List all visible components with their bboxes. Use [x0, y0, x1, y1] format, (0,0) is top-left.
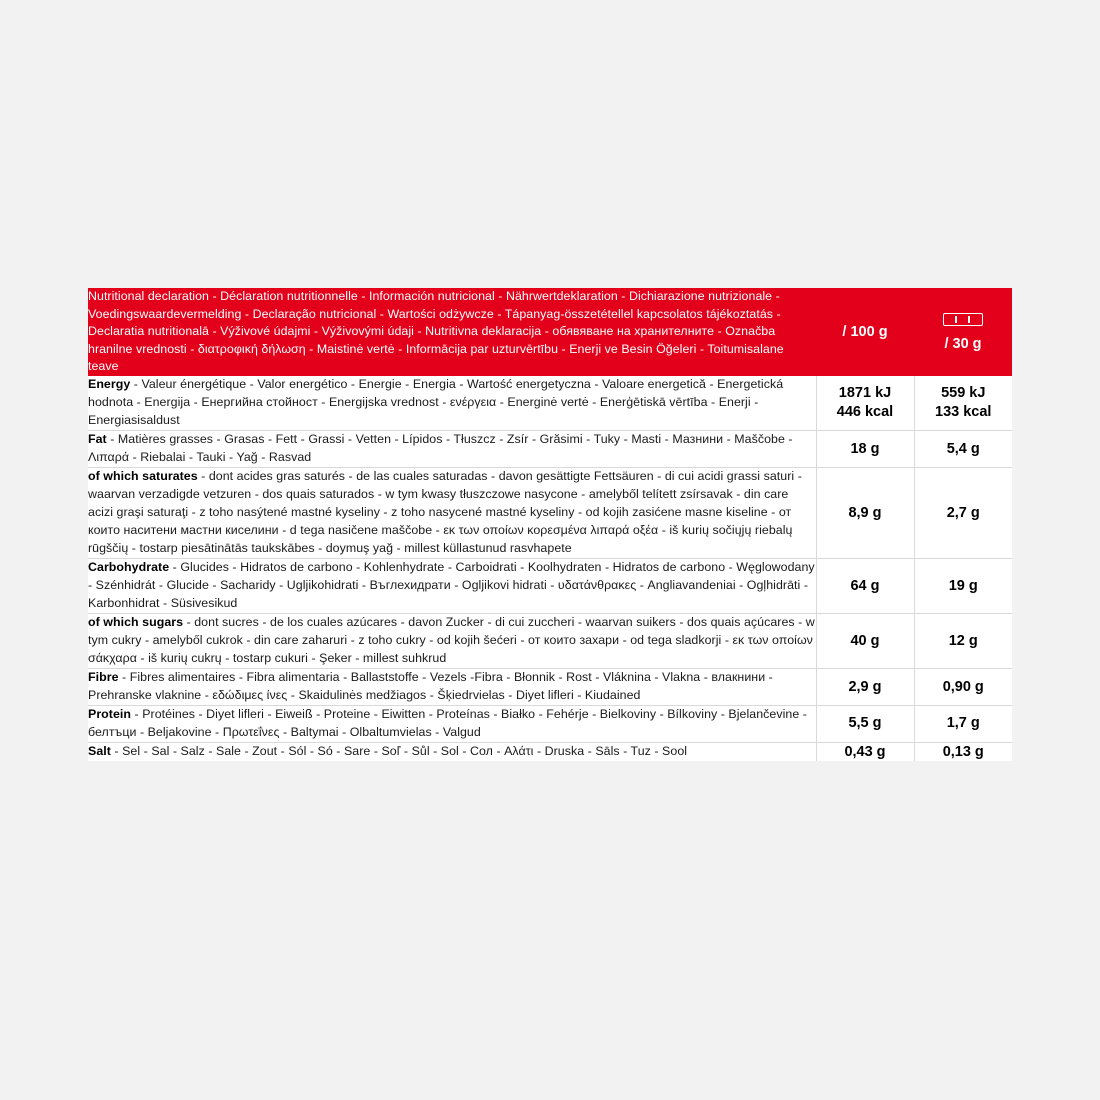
table-row-sugars	[88, 613, 1012, 668]
table-header-row	[88, 288, 1012, 376]
row-term-energy: Energy	[88, 377, 131, 392]
value-protein-100g: 5,5 g	[816, 705, 914, 742]
value-salt-30g: 0,13 g	[914, 742, 1012, 761]
value-energy-100g	[816, 376, 914, 430]
value-energy-30g	[914, 376, 1012, 430]
row-label-salt	[88, 742, 816, 761]
row-term-sugars: of which sugars	[88, 614, 184, 629]
value-energy-100g-kcal: 446 kcal	[836, 404, 894, 421]
nutrition-declaration-table	[88, 288, 1012, 761]
row-term-carbohydrate: Carbohydrate	[88, 559, 170, 574]
row-translations-carbohydrate: - Glucides - Hidratos de carbono - Kohlenhydrate - Carboidrati - Koolhydraten - Hidratos de carbono - Węglowodany - Szénhidrát - Glucide - Sacharidy - Ugljikohidrati - Въглехидрати - Ogljikovi hidrati - υδατάνθρακες - Angliavandeniai - Ogļhidrāti - Karbonhidrat - Süsivesikud	[88, 559, 815, 610]
row-term-protein: Protein	[88, 706, 132, 721]
value-saturates-30g: 2,7 g	[914, 467, 1012, 558]
protein-bar-icon	[943, 313, 983, 326]
value-fat-100g: 18 g	[816, 431, 914, 468]
table-row-carbohydrate	[88, 558, 1012, 613]
value-protein-30g: 1,7 g	[914, 705, 1012, 742]
value-salt-100g: 0,43 g	[816, 742, 914, 761]
row-translations-protein: - Protéines - Diyet lifleri - Eiweiß - Proteine - Eiwitten - Proteínas - Białko - Fehérje - Bielkoviny - Bílkoviny - Bjelančevine - белтъци - Beljakovine - Πρωτεΐνες - Baltymai - Olbaltumvielas - Valgud	[88, 706, 807, 739]
table-row-fibre	[88, 668, 1012, 705]
row-label-fibre	[88, 668, 816, 705]
value-carbohydrate-30g: 19 g	[914, 558, 1012, 613]
row-translations-fibre: - Fibres alimentaires - Fibra alimentaria - Ballaststoffe - Vezels -Fibra - Błonnik - Rost - Vláknina - Vlakna - влакнини - Prehranske vlaknine - εδώδιμες ίνες - Skaidulinės medžiagos - Šķiedrvielas - Diyet lifleri - Kiudained	[88, 669, 773, 702]
row-term-fibre: Fibre	[88, 669, 119, 684]
row-label-carbohydrate	[88, 558, 816, 613]
row-translations-energy: - Valeur énergétique - Valor energético - Energie - Energia - Wartość energetyczna - Valoare energetică - Energetická hodnota - Energija - Енергийна стойност - Energijska vrednost - ενέργεια - Energinė vertė - Enerģētiskā vērtība - Enerji - Energiasisaldust	[88, 377, 784, 428]
header-per-30g-label: / 30 g	[944, 335, 982, 352]
row-label-fat	[88, 431, 816, 468]
header-languages-text: Nutritional declaration - Déclaration nutritionnelle - Información nutricional - Nährwertdeklaration - Dichiarazione nutrizionale - Voedingswaardevermelding - Declaração nutricional - Wartości odżywcze - Tápanyag-összetétellel kapcsolatos tájékoztatás - Declaratia nutritionalā - Výživové údajmi - Výživovými údaji - Nutritivna deklaracija - обявяване на хранителните - Označba hranilne vrednosti - διατροφική δήλωση - Maistinė vertė - Informācija par uzturvērtību - Enerji ve Besin Öğeleri - Toitumisalane teave	[88, 288, 816, 376]
value-sugars-30g: 12 g	[914, 613, 1012, 668]
value-carbohydrate-100g: 64 g	[816, 558, 914, 613]
table-row-protein	[88, 705, 1012, 742]
table-row-salt	[88, 742, 1012, 761]
row-term-saturates: of which saturates	[88, 468, 198, 483]
row-label-sugars	[88, 613, 816, 668]
table-row-energy	[88, 376, 1012, 430]
table-row-saturates	[88, 467, 1012, 558]
header-per-100g: / 100 g	[816, 288, 914, 376]
header-per-30g-cell	[914, 288, 1012, 376]
value-fibre-30g: 0,90 g	[914, 668, 1012, 705]
value-energy-30g-kcal: 133 kcal	[935, 404, 992, 421]
value-fat-30g: 5,4 g	[914, 431, 1012, 468]
row-term-salt: Salt	[88, 744, 111, 759]
value-sugars-100g: 40 g	[816, 613, 914, 668]
row-translations-sugars: - dont sucres - de los cuales azúcares - davon Zucker - di cui zuccheri - waarvan suikers - dos quais açúcares - w tym cukry - amelyből cukrok - din care zaharuri - z toho cukry - od kojih šećeri - от които захари - od tega sladkorji - εκ των οποίων σάκχαρα - iš kurių cukrų - tostarp cukuri - Şeker - millest suhkrud	[88, 614, 815, 665]
row-translations-saturates: - dont acides gras saturés - de las cuales saturadas - davon gesättigte Fettsäuren - di cui acidi grassi saturi - waarvan verzadigde vetzuren - dos quais saturados - w tym kwasy tłuszczowe nasycone - amelyből telített zsírsavak - din care acizi graşi saturaţi - z toho nasýtené mastné kyseliny - z toho nasycené mastné kyseliny - od kojih zasićene masne kiseline - от които наситени мастни киселини - d tega nasičene maščobe - εκ των οποίων κορεσμένα λιπαρά οξέα - iš kurių sočiųjų riebalų rūgščių - tostarp piesātinātās taukskābes - doymuş yağ - millest küllastunud rasvhapete	[88, 468, 802, 555]
value-energy-30g-kj: 559 kJ	[941, 385, 986, 402]
row-label-protein	[88, 705, 816, 742]
row-translations-fat: - Matières grasses - Grasas - Fett - Grassi - Vetten - Lípidos - Tłuszcz - Zsír - Grăsimi - Tuky - Masti - Мазнини - Maščobe - Λιπαρά - Riebalai - Tauki - Yağ - Rasvad	[88, 432, 793, 464]
row-translations-salt: - Sel - Sal - Salz - Sale - Zout - Sól - Só - Sare - Soľ - Sůl - Sol - Сол - Αλάτι - Druska - Sāls - Tuz - Sool	[110, 744, 688, 759]
value-fibre-100g: 2,9 g	[816, 668, 914, 705]
row-label-saturates	[88, 467, 816, 558]
row-label-energy	[88, 376, 816, 430]
row-term-fat: Fat	[88, 432, 107, 446]
value-saturates-100g: 8,9 g	[816, 467, 914, 558]
value-energy-100g-kj: 1871 kJ	[838, 385, 892, 402]
table-row-fat	[88, 431, 1012, 468]
